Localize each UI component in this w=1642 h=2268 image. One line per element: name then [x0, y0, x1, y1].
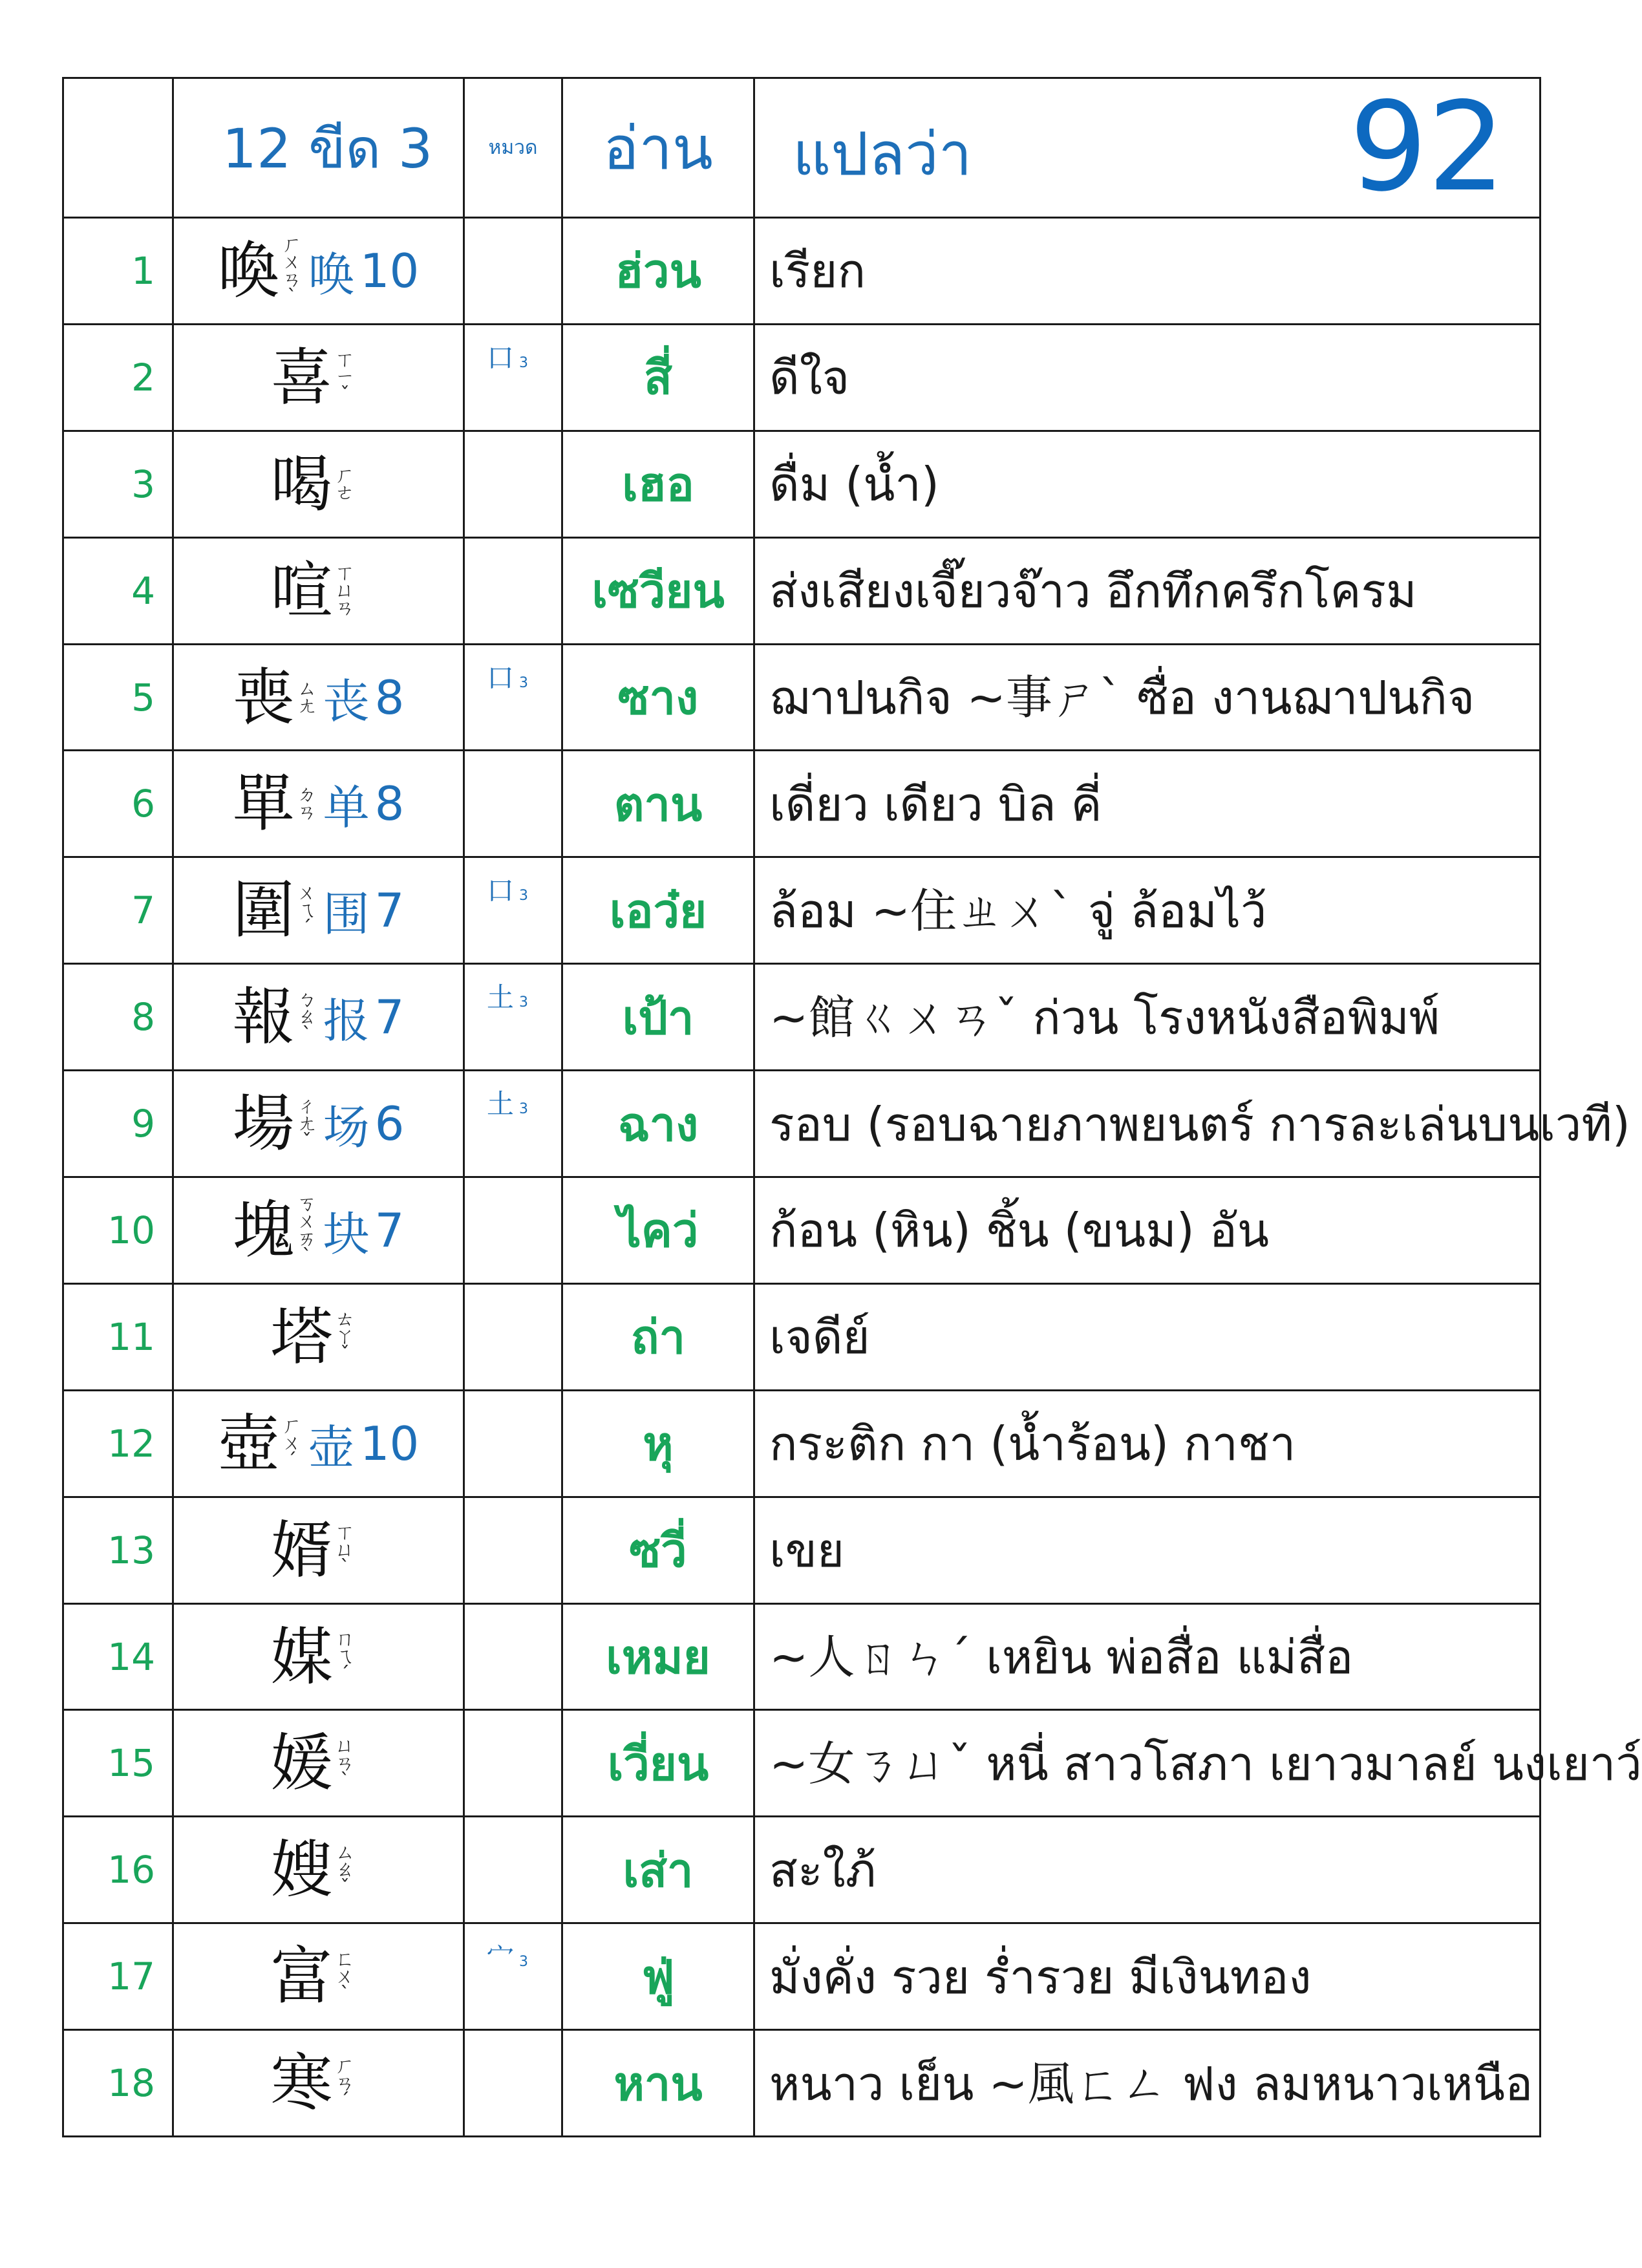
- radical-cell: [464, 1071, 562, 1177]
- radical: [487, 2042, 492, 2074]
- radical: [487, 1616, 492, 1648]
- table-row: [63, 644, 1541, 751]
- thai-reading: สี่: [644, 350, 672, 405]
- traditional-character: 圍: [232, 874, 295, 947]
- thai-meaning: กระติก กา (น้ำร้อน) กาชา: [769, 1417, 1296, 1471]
- thai-meaning: เขย: [769, 1523, 845, 1578]
- thai-reading: เส่า: [623, 1843, 694, 1898]
- character-cell: [173, 1283, 464, 1390]
- radical: [487, 870, 528, 908]
- row-number-cell: [63, 324, 173, 431]
- character-cell: [173, 751, 464, 857]
- radical-cell: [464, 1283, 562, 1390]
- traditional-character: 塔: [270, 1300, 333, 1373]
- table-row: [63, 1071, 1541, 1177]
- reading-cell: [562, 751, 754, 857]
- simplified-stroke-count: 7: [374, 883, 405, 938]
- reading-cell: [562, 1283, 754, 1390]
- radical-subscript: 3: [519, 354, 529, 371]
- table-row: [63, 1603, 1541, 1710]
- thai-meaning: ~女ㄋㄩˇ หนี่ สาวโสภา เยาวมาลย์ นงเยาว์: [769, 1736, 1642, 1791]
- traditional-character: 媛: [270, 1727, 333, 1800]
- row-number: 2: [131, 355, 155, 400]
- reading-cell: [562, 1603, 754, 1710]
- radical: [487, 230, 492, 262]
- row-number-cell: [63, 1390, 173, 1497]
- character-cell: [173, 964, 464, 1071]
- character-cell: [173, 218, 464, 325]
- row-number-cell: [63, 1923, 173, 2030]
- radical-subscript: 3: [519, 1101, 529, 1118]
- page-number: 92: [1349, 76, 1506, 219]
- radical: [487, 1936, 528, 1974]
- row-number-cell: [63, 1710, 173, 1817]
- radical: [487, 444, 492, 475]
- row-number: 10: [107, 1208, 155, 1252]
- simplified-character: 场: [323, 1100, 370, 1155]
- meaning-cell: [754, 964, 1541, 1071]
- radical-cell: [464, 644, 562, 751]
- reading-cell: [562, 2030, 754, 2137]
- character-cell: [173, 2030, 464, 2137]
- row-number: 6: [131, 782, 155, 826]
- row-number-cell: [63, 1817, 173, 1923]
- row-number-cell: [63, 218, 173, 325]
- reading-cell: [562, 1710, 754, 1817]
- table-row: [63, 1177, 1541, 1284]
- meaning-cell: [754, 1497, 1541, 1603]
- radical: [487, 550, 492, 582]
- row-number: 9: [131, 1102, 155, 1146]
- traditional-character: 塊: [232, 1193, 295, 1267]
- thai-reading: เซวียน: [592, 564, 725, 619]
- meaning-cell: [754, 1071, 1630, 1177]
- meaning-cell: [754, 1390, 1541, 1497]
- thai-reading: เหมย: [606, 1630, 710, 1685]
- thai-reading: ไคว่: [617, 1203, 699, 1258]
- reading-cell: [562, 1390, 754, 1497]
- table-row: [63, 751, 1541, 857]
- row-number-cell: [63, 1603, 173, 1710]
- radical: [487, 976, 528, 1015]
- traditional-character: 喪: [232, 661, 295, 734]
- simplified-character: 单: [323, 780, 370, 835]
- row-number-cell: [63, 2030, 173, 2137]
- traditional-character: 嫂: [270, 1834, 333, 1907]
- radical-cell: [464, 324, 562, 431]
- simplified-character: 唤: [308, 247, 355, 302]
- zhuyin: ㄩ ㄢ ˋ: [335, 1734, 355, 1792]
- thai-meaning: ฌาปนกิจ ~事ㄕˋ ซื่อ งานฌาปนกิจ: [769, 670, 1475, 725]
- radical: [487, 657, 528, 696]
- header-radical-label: หมวด: [464, 78, 562, 218]
- meaning-cell: [754, 1603, 1541, 1710]
- traditional-character: 婿: [270, 1514, 333, 1587]
- character-cell: [173, 644, 464, 751]
- header-blank-cell: [63, 78, 173, 218]
- thai-meaning: ส่งเสียงเจี๊ยวจ๊าว อึกทึกครึกโครม: [769, 564, 1417, 619]
- traditional-character: 寒: [270, 2047, 333, 2120]
- zhuyin: ㄈ ㄨ ˋ: [335, 1947, 355, 2006]
- character-cell: [173, 324, 464, 431]
- thai-reading: ตาน: [613, 776, 703, 831]
- header-reading-label: อ่าน: [562, 78, 754, 218]
- thai-meaning: ดื่ม (น้ำ): [769, 457, 939, 512]
- table-row: [63, 857, 1541, 964]
- thai-meaning: มั่งคั่ง รวย ร่ำรวย มีเงินทอง: [769, 1949, 1312, 2004]
- row-number: 12: [107, 1421, 155, 1466]
- thai-meaning: ดีใจ: [769, 350, 850, 405]
- table-row: [63, 1817, 1541, 1923]
- character-cell: [173, 537, 464, 644]
- zhuyin: ㄏ ㄢ ˊ: [335, 2054, 355, 2112]
- radical-subscript: 3: [519, 1954, 529, 1971]
- radical-cell: [464, 537, 562, 644]
- radical-cell: [464, 1923, 562, 2030]
- reading-cell: [562, 964, 754, 1071]
- radical-cell: [464, 1817, 562, 1923]
- row-number: 16: [107, 1848, 155, 1892]
- row-number: 4: [131, 568, 155, 613]
- meaning-cell: [754, 537, 1541, 644]
- radical-char: 宀: [487, 1941, 515, 1973]
- row-number: 7: [131, 888, 155, 933]
- row-number-cell: [63, 644, 173, 751]
- meaning-cell: [754, 1923, 1541, 2030]
- radical: [487, 1829, 492, 1861]
- radical-cell: [464, 1710, 562, 1817]
- thai-meaning: ~館ㄍㄨㄢˇ ก่วน โรงหนังสือพิมพ์: [769, 990, 1440, 1045]
- radical-cell: [464, 857, 562, 964]
- radical: [487, 1190, 492, 1221]
- thai-meaning: ล้อม ~住ㄓㄨˋ จู่ ล้อมไว้: [769, 883, 1267, 938]
- table-row: [63, 1283, 1541, 1390]
- row-number: 14: [107, 1634, 155, 1679]
- meaning-cell: [754, 2030, 1541, 2137]
- radical-cell: [464, 1497, 562, 1603]
- thai-meaning: รอบ (รอบฉายภาพยนตร์ การละเล่นบนเวที): [769, 1097, 1630, 1151]
- row-number-cell: [63, 964, 173, 1071]
- reading-cell: [562, 431, 754, 537]
- zhuyin: ㄒ ㄧ ˇ: [335, 348, 355, 407]
- meaning-cell: [754, 644, 1541, 751]
- meaning-cell: [754, 218, 1541, 325]
- radical: [487, 1722, 492, 1754]
- radical-cell: [464, 1603, 562, 1710]
- thai-reading: ฉาง: [617, 1097, 699, 1151]
- character-cell: [173, 1177, 464, 1284]
- reading-cell: [562, 644, 754, 751]
- zhuyin: ㄏ ㄨ ㄢ ˋ: [282, 233, 302, 308]
- table-row: [63, 1710, 1541, 1817]
- row-number: 3: [131, 462, 155, 506]
- zhuyin: ㄊ ㄚ ˇ: [335, 1308, 355, 1366]
- row-number: 13: [107, 1528, 155, 1572]
- zhuyin: ㄉ ㄢ: [297, 784, 317, 824]
- header-meaning-cell: [754, 78, 1541, 218]
- meaning-cell: [754, 1817, 1541, 1923]
- thai-reading: หาน: [613, 2056, 703, 2111]
- zhuyin: ㄒ ㄩ ㄢ: [335, 562, 355, 620]
- character-cell: [173, 1603, 464, 1710]
- thai-meaning: เจดีย์: [769, 1310, 870, 1365]
- radical: [487, 1510, 492, 1541]
- radical-char: 口: [487, 661, 515, 694]
- row-number-cell: [63, 1497, 173, 1603]
- traditional-character: 報: [232, 981, 295, 1054]
- zhuyin: ㄙ ㄠ ˇ: [335, 1841, 355, 1899]
- table-row: [63, 324, 1541, 431]
- table-row: [63, 964, 1541, 1071]
- meaning-cell: [754, 324, 1541, 431]
- row-number: 5: [131, 675, 155, 720]
- thai-reading: ซาง: [617, 670, 699, 725]
- traditional-character: 喚: [217, 234, 280, 307]
- meaning-cell: [754, 1283, 1541, 1390]
- radical-subscript: 3: [519, 994, 529, 1011]
- traditional-character: 喝: [270, 447, 333, 520]
- reading-cell: [562, 537, 754, 644]
- simplified-stroke-count: 6: [374, 1097, 405, 1151]
- row-number: 15: [107, 1741, 155, 1786]
- radical-char: 口: [487, 341, 515, 374]
- thai-reading: หุ: [643, 1417, 674, 1471]
- reading-cell: [562, 857, 754, 964]
- traditional-character: 壺: [217, 1407, 280, 1480]
- thai-meaning: ก้อน (หิน) ชิ้น (ขนม) อัน: [769, 1203, 1270, 1258]
- header-stroke-count: 12 ขีด 3: [173, 78, 464, 218]
- row-number-cell: [63, 1177, 173, 1284]
- thai-reading: ถ่า: [630, 1310, 686, 1365]
- radical-cell: [464, 751, 562, 857]
- radical-char: 土: [487, 981, 515, 1014]
- traditional-character: 媒: [270, 1620, 333, 1693]
- meaning-cell: [754, 431, 1541, 537]
- radical-cell: [464, 218, 562, 325]
- row-number-cell: [63, 537, 173, 644]
- traditional-character: 場: [232, 1087, 295, 1161]
- thai-meaning: สะใภ้: [769, 1843, 877, 1898]
- table-row: [63, 537, 1541, 644]
- row-number: 1: [131, 248, 155, 293]
- radical: [487, 763, 492, 795]
- traditional-character: 喧: [270, 554, 333, 627]
- simplified-stroke-count: 8: [374, 776, 405, 831]
- row-number-cell: [63, 431, 173, 537]
- zhuyin: ㄨ ㄟ ˊ: [297, 881, 317, 939]
- zhuyin: ㄇ ㄟ ˊ: [335, 1628, 355, 1686]
- simplified-character: 丧: [323, 674, 370, 729]
- row-number: 18: [107, 2061, 155, 2106]
- row-number-cell: [63, 1283, 173, 1390]
- character-cell: [173, 431, 464, 537]
- simplified-stroke-count: 10: [359, 1416, 420, 1471]
- zhuyin: ㄎ ㄨ ㄞ ˋ: [297, 1192, 317, 1268]
- table-row: [63, 431, 1541, 537]
- traditional-character: 喜: [270, 341, 333, 414]
- radical-cell: [464, 431, 562, 537]
- meaning-cell: [754, 1710, 1642, 1817]
- simplified-stroke-count: 10: [359, 243, 420, 298]
- radical-cell: [464, 964, 562, 1071]
- radical: [487, 337, 528, 376]
- thai-meaning: ~人ㄖㄣˊ เหยิน พ่อสื่อ แม่สื่อ: [769, 1630, 1354, 1685]
- thai-reading: ซวี่: [629, 1523, 687, 1578]
- character-cell: [173, 1710, 464, 1817]
- character-cell: [173, 857, 464, 964]
- character-cell: [173, 1497, 464, 1603]
- table-row: [63, 2030, 1541, 2137]
- radical: [487, 1296, 492, 1328]
- zhuyin: ㄙ ㄤ: [297, 677, 317, 718]
- simplified-character: 报: [323, 994, 370, 1049]
- radical: [487, 1403, 492, 1435]
- reading-cell: [562, 1177, 754, 1284]
- meaning-cell: [754, 857, 1541, 964]
- simplified-stroke-count: 7: [374, 1203, 405, 1257]
- thai-meaning: เรียก: [769, 244, 866, 299]
- reading-cell: [562, 1923, 754, 2030]
- simplified-stroke-count: 7: [374, 990, 405, 1045]
- character-cell: [173, 1071, 464, 1177]
- thai-reading: เฮอ: [622, 457, 694, 512]
- character-cell: [173, 1390, 464, 1497]
- thai-reading: เวี่ยน: [607, 1736, 709, 1791]
- radical-char: 土: [487, 1088, 515, 1120]
- meaning-cell: [754, 1177, 1541, 1284]
- simplified-character: 围: [323, 887, 370, 942]
- thai-reading: เป้า: [622, 990, 694, 1045]
- table-row: [63, 1390, 1541, 1497]
- table-row: [63, 1497, 1541, 1603]
- radical-subscript: 3: [519, 888, 529, 904]
- zhuyin: ㄏ ㄨ ˊ: [282, 1415, 302, 1473]
- simplified-stroke-count: 8: [374, 670, 405, 725]
- thai-reading: ฟู่: [641, 1949, 675, 2004]
- thai-reading: ฮ่วน: [615, 244, 701, 299]
- row-number: 11: [107, 1314, 155, 1359]
- row-number: 17: [107, 1954, 155, 1999]
- radical-cell: [464, 2030, 562, 2137]
- traditional-character: 富: [270, 1940, 333, 2013]
- table-row: [63, 218, 1541, 325]
- character-cell: [173, 1923, 464, 2030]
- reading-cell: [562, 1497, 754, 1603]
- zhuyin: ㄒ ㄩ ˋ: [335, 1521, 355, 1579]
- thai-meaning: หนาว เย็น ~風ㄈㄥ ฟง ลมหนาวเหนือ: [769, 2056, 1533, 2111]
- table-row: [63, 1923, 1541, 2030]
- character-cell: [173, 1817, 464, 1923]
- zhuyin: ㄅ ㄠ ˋ: [297, 988, 317, 1046]
- radical: [487, 1083, 528, 1122]
- reading-cell: [562, 324, 754, 431]
- radical-char: 口: [487, 875, 515, 907]
- header-meaning-label: แปลว่า: [793, 120, 972, 189]
- reading-cell: [562, 1817, 754, 1923]
- row-number-cell: [63, 857, 173, 964]
- row-number-cell: [63, 1071, 173, 1177]
- thai-meaning: เดี่ยว เดียว บิล คี่: [769, 776, 1102, 831]
- simplified-character: 块: [323, 1206, 370, 1261]
- row-number: 8: [131, 995, 155, 1040]
- simplified-character: 壶: [308, 1420, 355, 1475]
- traditional-character: 單: [232, 767, 295, 840]
- vocabulary-table: [62, 76, 1642, 2137]
- radical-cell: [464, 1390, 562, 1497]
- meaning-cell: [754, 751, 1541, 857]
- reading-cell: [562, 218, 754, 325]
- zhuyin: ㄔ ㄤ ˇ: [297, 1095, 317, 1153]
- thai-reading: เอว๋ย: [609, 883, 707, 938]
- header-row: [63, 78, 1541, 218]
- row-number-cell: [63, 751, 173, 857]
- radical-cell: [464, 1177, 562, 1284]
- zhuyin: ㄏ ㄜ: [335, 464, 355, 504]
- reading-cell: [562, 1071, 754, 1177]
- radical-subscript: 3: [519, 674, 529, 691]
